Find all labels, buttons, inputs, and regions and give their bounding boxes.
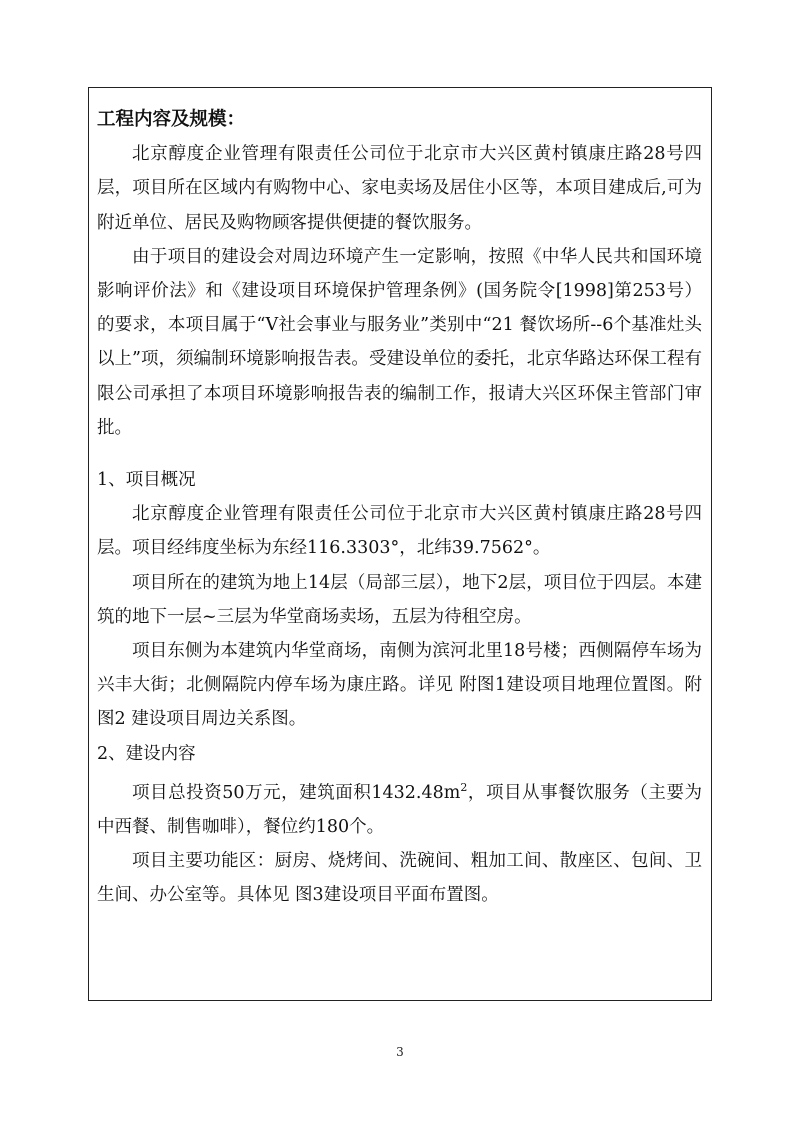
intro-paragraph-1: 北京醇度企业管理有限责任公司位于北京市大兴区黄村镇康庄路28号四层，项目所在区域内有购物中心、家电卖场及居住小区等，本项目建成后,可为附近单位、居民及购物顾客提供便捷的餐饮服务。: [97, 144, 702, 233]
section-2-paragraph-2: 项目主要功能区：厨房、烧烤间、洗碗间、粗加工间、散座区、包间、卫生间、办公室等。具体见 图3建设项目平面布置图。: [97, 851, 702, 906]
investment-text: 项目总投资50万元，建筑面积1432.48m: [132, 782, 461, 803]
section-1-heading: 1、项目概况: [97, 470, 196, 491]
section-1-paragraph-3: 项目东侧为本建筑内华堂商场，南侧为滨河北里18号楼；西侧隔停车场为兴丰大街；北侧隔院内停车场为康庄路。详见 附图1建设项目地理位置图。附图2 建设项目周边关系图。: [97, 641, 702, 730]
section-1-paragraph-2: 项目所在的建筑为地上14层（局部三层），地下2层，项目位于四层。本建筑的地下一层~三层为华堂商场卖场，五层为待租空房。: [97, 572, 702, 627]
section-2-heading: 2、建设内容: [97, 743, 196, 764]
page-number: 3: [396, 1045, 404, 1059]
section-title: 工程内容及规模：: [97, 109, 246, 130]
document-body: [97, 103, 702, 913]
intro-paragraph-2: 由于项目的建设会对周边环境产生一定影响，按照《中华人民共和国环境影响评价法》和《建设项目环境保护管理条例》(国务院令[1998]第253号）的要求，本项目属于“V社会事业与服务业”类别中“21 餐饮场所--6个基准灶头以上”项，须编制环境影响报告表。受建设单位的委托，北京华路达环保工程有限公司承担了本项目环境影响报告表的编制工作，报请大兴区环保主管部门审批。: [97, 246, 702, 438]
content-frame: [88, 87, 712, 1001]
section-2-paragraph-1: [97, 771, 702, 844]
service-text: ，项目从事餐饮服务（主要为中西餐、制售咖啡），餐位约180个。: [97, 782, 703, 837]
section-1-paragraph-1: 北京醇度企业管理有限责任公司位于北京市大兴区黄村镇康庄路28号四层。项目经纬度坐标为东经116.3303°，北纬39.7562°。: [97, 504, 702, 559]
area-unit-superscript: 2: [460, 780, 468, 794]
